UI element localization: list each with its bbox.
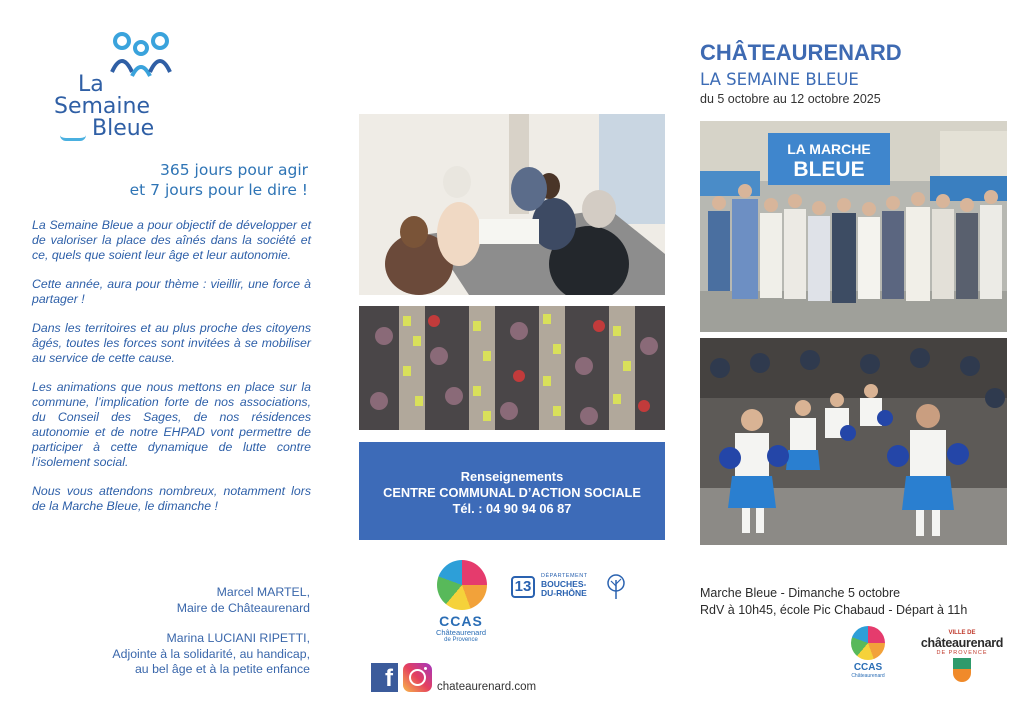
info-heading: Renseignements — [460, 469, 564, 484]
photo-bingo-room — [359, 306, 665, 430]
dept-badge-icon: 13 — [511, 576, 535, 598]
ccas-logo-small — [845, 626, 891, 692]
departement-logo — [511, 572, 626, 604]
logo-smile-icon — [60, 135, 86, 141]
dept-name-1: BOUCHES- — [541, 579, 587, 589]
mayor-name: Marcel MARTEL, — [216, 585, 310, 599]
banner-line-2: BLEUE — [793, 158, 865, 181]
ccas-logo-name: CCAS — [439, 613, 483, 629]
info-phone: Tél. : 04 90 94 06 87 — [452, 501, 572, 516]
logo-line-3: Bleue — [92, 116, 155, 141]
logo-line-2: Semaine — [54, 94, 151, 119]
dept-name-2: DU-RHÔNE — [541, 588, 587, 598]
ville-chateaurenard-logo — [914, 630, 1010, 682]
ville-name: châteaurenard — [920, 636, 1004, 650]
deputy-name: Marina LUCIANI RIPETTI, — [166, 631, 310, 645]
intro-paragraph: Dans les territoires et au plus proche des citoyens âgés, toutes les forces sont invitées à se mobiliser au service de cette cause. — [32, 321, 311, 365]
people-group-icon — [108, 32, 180, 80]
photo-seniors-bingo — [359, 114, 665, 295]
dept-label: DÉPARTEMENT — [541, 573, 588, 579]
event-line-2: RdV à 10h45, école Pic Chabaud - Départ à 11h — [700, 603, 968, 617]
semaine-bleue-logo — [52, 32, 202, 147]
photo-marche-bleue-group — [700, 121, 1007, 332]
ccas-small-city: Châteaurenard — [851, 673, 885, 679]
intro-paragraph: Cette année, aura pour thème : vieillir, une force à partager ! — [32, 277, 311, 306]
logo-line-1: La — [78, 72, 104, 97]
deputy-role-1: Adjointe à la solidarité, au handicap, — [112, 646, 310, 661]
tagline-line-1: 365 jours pour agir — [160, 161, 308, 179]
intro-paragraph: La Semaine Bleue a pour objectif de développer et de valoriser la place des aînés dans la société et ce, quels que soient leur âge et leur autonomie. — [32, 218, 311, 262]
ccas-logo — [430, 560, 492, 650]
info-box — [359, 442, 665, 540]
deputy-signature — [10, 631, 310, 678]
page-title: CHÂTEAURENARD — [700, 40, 902, 65]
mayor-role: Maire de Châteaurenard — [176, 600, 310, 615]
ccas-logo-region: de Provence — [444, 637, 478, 643]
event-dates: du 5 octobre au 12 octobre 2025 — [700, 92, 881, 106]
page-subtitle: LA SEMAINE BLEUE — [700, 70, 859, 89]
tree-icon — [606, 574, 626, 600]
ccas-circle-icon — [851, 626, 885, 660]
ville-prefix: VILLE DE — [948, 630, 976, 636]
dept-name — [541, 580, 587, 598]
social-links — [371, 663, 432, 692]
intro-paragraph: Les animations que nous mettons en place sur la commune, l’implication forte de nos associations, du Conseil des Sages, de nos résidences autonomie et de notre EHPAD vont permettre de participer à cette dynamique de lutte contre l’isolement social. — [32, 380, 311, 469]
info-org: CENTRE COMMUNAL D’ACTION SOCIALE — [383, 485, 641, 500]
shield-icon — [953, 658, 971, 682]
event-line-1: Marche Bleue - Dimanche 5 octobre — [700, 586, 901, 600]
intro-text — [32, 218, 311, 528]
ccas-circle-icon — [437, 560, 487, 610]
tagline — [8, 160, 308, 200]
event-details — [700, 585, 967, 619]
ccas-small-name: CCAS — [853, 662, 883, 673]
ville-suffix: DE PROVENCE — [936, 650, 988, 656]
deputy-role-2: au bel âge et à la petite enfance — [134, 662, 310, 676]
ccas-logo-city: Châteaurenard — [435, 628, 487, 637]
intro-paragraph: Nous vous attendons nombreux, notamment lors de la Marche Bleue, le dimanche ! — [32, 484, 311, 513]
mayor-signature — [10, 585, 310, 616]
facebook-icon[interactable]: f — [371, 663, 398, 692]
tagline-line-2: et 7 jours pour le dire ! — [129, 181, 308, 199]
instagram-icon[interactable] — [403, 663, 432, 692]
photo-majorettes — [700, 338, 1007, 545]
banner-line-1: LA MARCHE — [787, 141, 871, 157]
website-link[interactable]: chateaurenard.com — [437, 681, 537, 693]
